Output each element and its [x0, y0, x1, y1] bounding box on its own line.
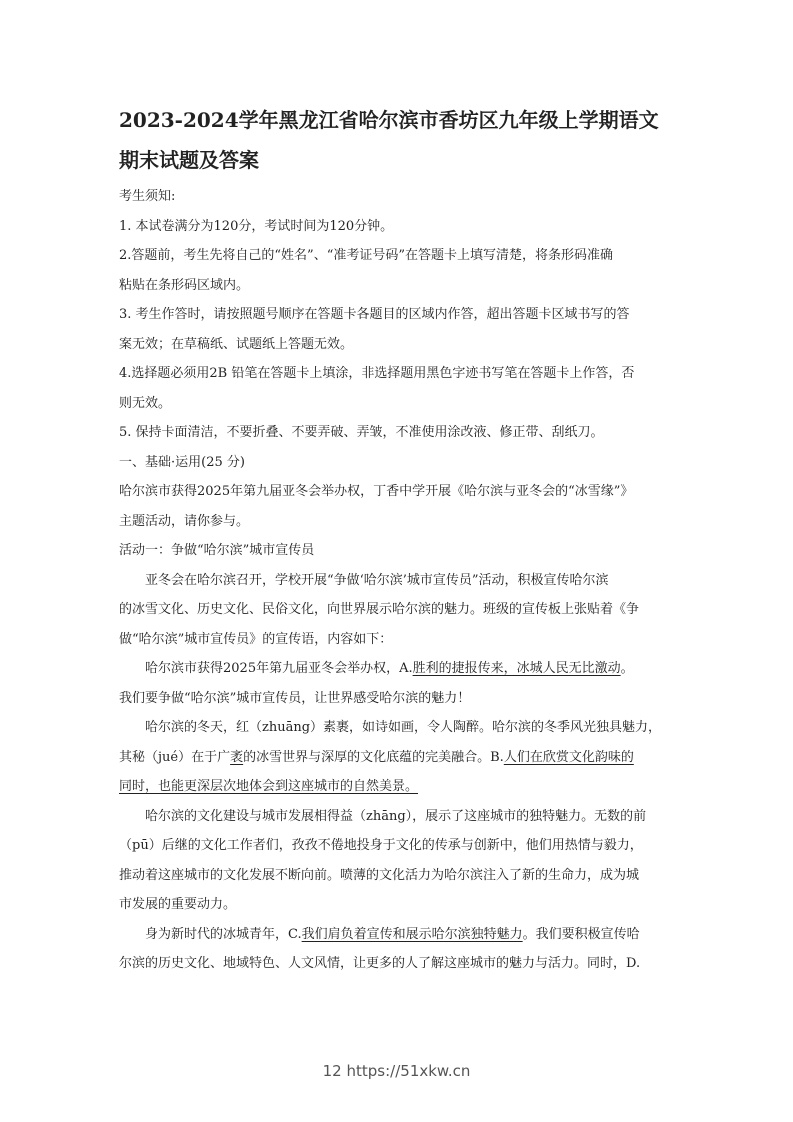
paragraph-line [119, 920, 675, 950]
paragraph-line: 哈尔滨的冬天，红（zhuāng）素裹，如诗如画，令人陶醉。哈尔滨的冬季风光独具魅力， [145, 720, 662, 735]
text-run: 身为新时代的冰城青年，C. [145, 926, 302, 942]
document-body [119, 182, 675, 979]
underlined-character: 袤 [230, 749, 244, 765]
paragraph-line: 推动着这座城市的文化发展不断向前。喷薄的文化活力为哈尔滨注入了新的生命力，成为城 [119, 867, 640, 883]
underlined-sentence-c: 我们肩负着宣传和展示哈尔滨独特魅力 [301, 926, 523, 942]
activity-heading: 活动一：争做“哈尔滨”城市宣传员 [119, 543, 315, 558]
page-footer [0, 1062, 793, 1080]
paragraph-line: 哈尔滨的文化建设与城市发展相得益（zhāng），展示了这座城市的独特魅力。无数的前 [145, 808, 647, 824]
text-run: 其秘（jué）在于广 [119, 749, 231, 765]
text-run: 。我们要积极宣传哈 [522, 926, 640, 942]
paragraph-line: 亚冬会在哈尔滨召开，学校开展“争做‘哈尔滨’城市宣传员”活动，积极宣传哈尔滨 [145, 572, 609, 588]
footer-url[interactable]: https://51xkw.cn [346, 1062, 471, 1080]
text-run: 哈尔滨市获得2025年第九届亚冬会举办权，A. [145, 661, 413, 676]
notice-line: 1. 本试卷满分为120分，考试时间为120分钟。 [119, 218, 394, 234]
notice-line: 3. 考生作答时，请按照题号顺序在答题卡各题目的区域内作答，超出答题卡区域书写的答 [119, 307, 630, 322]
text-run: 的冰雪世界与深厚的文化底蕴的完美融合。B. [243, 749, 504, 765]
text-run: 。 [620, 661, 634, 676]
document-title [119, 100, 679, 180]
paragraph-line: 市发展的重要动力。 [119, 897, 237, 912]
paragraph-line: （pū）后继的文化工作者们，孜孜不倦地投身于文化的传承与创新中，他们用热情与毅力， [119, 838, 643, 853]
underlined-sentence-a: 胜利的捷报传来，冰城人民无比激动 [412, 661, 621, 676]
intro-line: 主题活动，请你参与。 [119, 513, 250, 529]
paragraph-line [119, 654, 675, 684]
intro-line: 哈尔滨市获得2025年第九届亚冬会举办权，丁香中学开展《哈尔滨与亚冬会的“冰雪缘”》 [119, 484, 634, 499]
notice-line: 粘贴在条形码区域内。 [119, 277, 250, 293]
paragraph-line: 的冰雪文化、历史文化、民俗文化，向世界展示哈尔滨的魅力。班级的宣传板上张贴着《争 [119, 602, 640, 617]
title-line-2: 期末试题及答案 [119, 148, 259, 172]
notice-line: 4.选择题必须用2B 铅笔在答题卡上填涂，非选择题用黑色字迹书写笔在答题卡上作答，否 [119, 366, 635, 381]
underlined-sentence-b: 人们在欣赏文化韵味的 [503, 749, 634, 765]
paragraph-line [119, 743, 675, 773]
notice-line: 2.答题前，考生先将自己的“姓名”、“准考证号码”在答题卡上填写清楚，将条形码准确 [119, 248, 613, 263]
section-heading: 一、基础·运用(25 分) [119, 454, 245, 470]
notice-line: 则无效。 [119, 395, 172, 411]
underlined-sentence-b-cont: 同时，也能更深层次地体会到这座城市的自然美景。 [119, 779, 419, 794]
paragraph-line: 尔滨的历史文化、地域特色、人文风情，让更多的人了解这座城市的魅力与活力。同时，D. [119, 956, 641, 971]
notice-line: 5. 保持卡面清洁，不要折叠、不要弄破、弄皱，不准使用涂改液、修正带、刮纸刀。 [119, 425, 604, 440]
notice-line: 案无效；在草稿纸、试题纸上答题无效。 [119, 336, 354, 352]
page-number: 12 [322, 1062, 342, 1080]
paragraph-line: 我们要争做“哈尔滨”城市宣传员，让世界感受哈尔滨的魅力！ [119, 690, 471, 706]
paragraph-line: 做“哈尔滨”城市宣传员》的宣传语，内容如下： [119, 631, 393, 647]
notice-heading: 考生须知: [119, 189, 176, 204]
paragraph-line [119, 772, 675, 802]
title-line-1: 2023-2024学年黑龙江省哈尔滨市香坊区九年级上学期语文 [119, 108, 659, 132]
